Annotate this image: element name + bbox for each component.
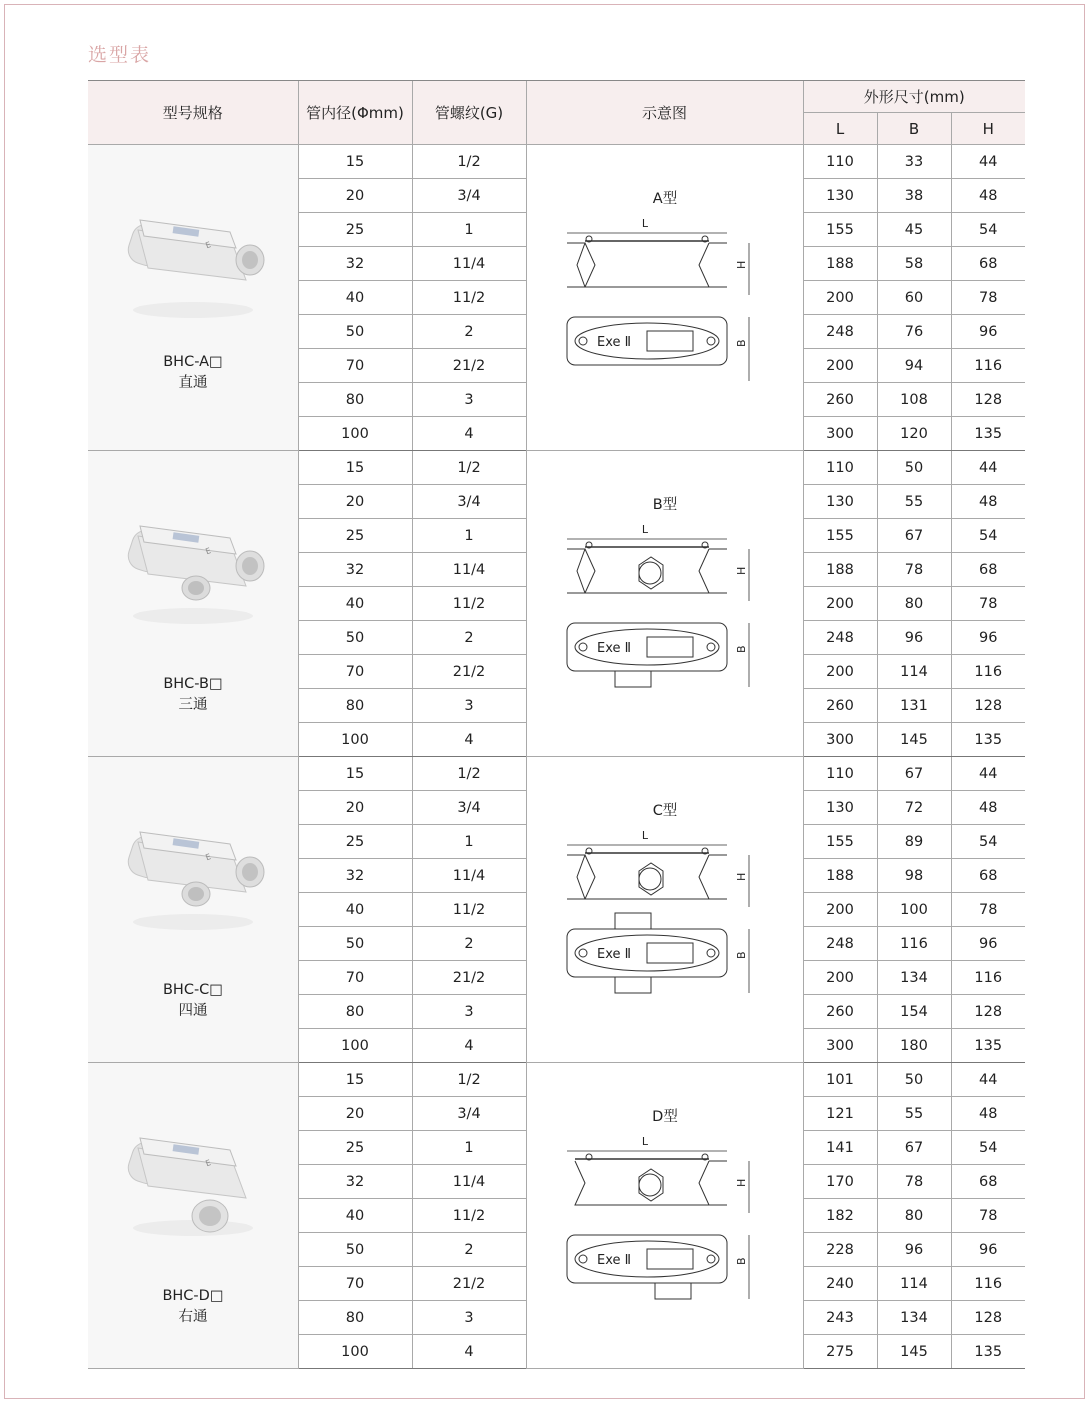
product-photo [118,190,268,330]
cell-B: 98 [877,859,951,893]
cell-B: 145 [877,723,951,757]
cell-L: 155 [803,519,877,553]
cell-inner-diameter: 80 [298,995,412,1029]
cell-H: 135 [951,417,1025,451]
dimension-diagram [557,777,777,1027]
svg-text:H: H [734,566,748,575]
cell-inner-diameter: 40 [298,281,412,315]
cell-L: 200 [803,349,877,383]
cell-inner-diameter: 32 [298,1165,412,1199]
cell-H: 48 [951,1097,1025,1131]
svg-text:L: L [641,217,648,230]
cell-B: 145 [877,1335,951,1369]
model-name: 三通 [178,697,208,713]
model-code: BHC-A□ [163,354,223,370]
cell-inner-diameter: 100 [298,1335,412,1369]
cell-inner-diameter: 20 [298,179,412,213]
cell-inner-diameter: 70 [298,1267,412,1301]
cell-thread: 3 [412,1301,526,1335]
cell-thread: 11/4 [412,247,526,281]
svg-text:E: E [204,852,213,863]
cell-thread: 2 [412,315,526,349]
cell-L: 200 [803,961,877,995]
cell-thread: 1 [412,519,526,553]
selection-table [88,80,1025,1369]
svg-text:E: E [204,240,213,251]
cell-thread: 1 [412,825,526,859]
cell-inner-diameter: 25 [298,213,412,247]
table-row [88,451,1025,485]
cell-L: 260 [803,689,877,723]
header-diagram: 示意图 [526,81,803,145]
header-B: B [877,113,951,145]
cell-thread: 2 [412,927,526,961]
product-photo [118,1108,268,1248]
cell-inner-diameter: 25 [298,825,412,859]
cell-inner-diameter: 25 [298,1131,412,1165]
table-body [88,145,1025,1369]
cell-H: 54 [951,213,1025,247]
cell-L: 141 [803,1131,877,1165]
cell-B: 72 [877,791,951,825]
cell-L: 188 [803,859,877,893]
dimension-diagram [557,1083,777,1333]
cell-H: 48 [951,179,1025,213]
cell-inner-diameter: 32 [298,553,412,587]
cell-inner-diameter: 32 [298,247,412,281]
cell-H: 96 [951,927,1025,961]
cell-L: 228 [803,1233,877,1267]
cell-thread: 3/4 [412,1097,526,1131]
svg-text:Exe Ⅱ: Exe Ⅱ [596,641,631,656]
cell-H: 128 [951,383,1025,417]
cell-thread: 3/4 [412,485,526,519]
cell-thread: 1/2 [412,757,526,791]
cell-H: 135 [951,1029,1025,1063]
cell-L: 200 [803,281,877,315]
header-H: H [951,113,1025,145]
diagram-cell [526,1063,803,1369]
diagram-title: B型 [652,497,678,513]
cell-H: 78 [951,893,1025,927]
cell-inner-diameter: 100 [298,1029,412,1063]
cell-inner-diameter: 32 [298,859,412,893]
cell-L: 130 [803,791,877,825]
cell-H: 116 [951,349,1025,383]
cell-L: 101 [803,1063,877,1097]
diagram-cell [526,145,803,451]
cell-H: 48 [951,485,1025,519]
cell-B: 96 [877,1233,951,1267]
cell-B: 108 [877,383,951,417]
header-dimensions: 外形尺寸(mm) [803,81,1025,113]
cell-inner-diameter: 100 [298,723,412,757]
cell-thread: 11/4 [412,553,526,587]
cell-B: 134 [877,961,951,995]
cell-inner-diameter: 50 [298,621,412,655]
model-code: BHC-C□ [162,982,224,998]
cell-B: 67 [877,757,951,791]
cell-thread: 21/2 [412,655,526,689]
cell-B: 89 [877,825,951,859]
cell-inner-diameter: 40 [298,587,412,621]
cell-thread: 21/2 [412,961,526,995]
cell-inner-diameter: 40 [298,1199,412,1233]
cell-inner-diameter: 15 [298,145,412,179]
cell-inner-diameter: 80 [298,383,412,417]
cell-thread: 1 [412,1131,526,1165]
cell-inner-diameter: 70 [298,961,412,995]
cell-thread: 4 [412,417,526,451]
cell-L: 275 [803,1335,877,1369]
cell-L: 121 [803,1097,877,1131]
cell-thread: 11/2 [412,1199,526,1233]
cell-inner-diameter: 15 [298,451,412,485]
cell-H: 78 [951,587,1025,621]
cell-H: 116 [951,1267,1025,1301]
svg-text:E: E [204,546,213,557]
table-row [88,1063,1025,1097]
diagram-title: A型 [652,191,678,207]
table-row [88,145,1025,179]
cell-inner-diameter: 20 [298,791,412,825]
cell-thread: 11/4 [412,859,526,893]
svg-text:H: H [734,872,748,881]
cell-B: 116 [877,927,951,961]
cell-thread: 11/2 [412,281,526,315]
cell-thread: 3 [412,383,526,417]
cell-B: 55 [877,485,951,519]
cell-inner-diameter: 50 [298,927,412,961]
cell-thread: 1/2 [412,145,526,179]
cell-L: 243 [803,1301,877,1335]
cell-thread: 2 [412,1233,526,1267]
header-thread: 管螺纹(G) [412,81,526,145]
cell-inner-diameter: 100 [298,417,412,451]
model-code: BHC-B□ [163,676,223,692]
svg-text:Exe Ⅱ: Exe Ⅱ [596,335,631,350]
cell-L: 110 [803,145,877,179]
cell-H: 116 [951,655,1025,689]
cell-B: 50 [877,451,951,485]
cell-L: 155 [803,825,877,859]
cell-H: 128 [951,689,1025,723]
cell-inner-diameter: 50 [298,1233,412,1267]
cell-inner-diameter: 25 [298,519,412,553]
cell-thread: 1 [412,213,526,247]
cell-inner-diameter: 20 [298,485,412,519]
product-cell [88,451,298,757]
cell-inner-diameter: 15 [298,1063,412,1097]
cell-B: 114 [877,655,951,689]
cell-inner-diameter: 15 [298,757,412,791]
cell-L: 182 [803,1199,877,1233]
cell-B: 45 [877,213,951,247]
cell-L: 110 [803,451,877,485]
cell-B: 78 [877,553,951,587]
cell-L: 170 [803,1165,877,1199]
product-cell [88,145,298,451]
model-code: BHC-D□ [162,1288,224,1304]
cell-L: 248 [803,927,877,961]
cell-B: 60 [877,281,951,315]
cell-thread: 4 [412,1335,526,1369]
cell-H: 68 [951,1165,1025,1199]
page-title: 选型表 [88,44,152,66]
header-model: 型号规格 [88,81,298,145]
cell-H: 78 [951,281,1025,315]
cell-inner-diameter: 80 [298,1301,412,1335]
model-name: 右通 [178,1309,208,1325]
cell-H: 68 [951,553,1025,587]
cell-thread: 1/2 [412,1063,526,1097]
dimension-diagram [557,165,777,415]
cell-thread: 3/4 [412,179,526,213]
svg-text:L: L [641,829,648,842]
cell-L: 130 [803,485,877,519]
svg-text:L: L [641,523,648,536]
cell-L: 200 [803,587,877,621]
cell-L: 300 [803,417,877,451]
cell-H: 44 [951,1063,1025,1097]
cell-inner-diameter: 20 [298,1097,412,1131]
svg-text:H: H [734,260,748,269]
header-L: L [803,113,877,145]
header-inner-diameter: 管内径(Φmm) [298,81,412,145]
cell-B: 76 [877,315,951,349]
cell-thread: 3 [412,995,526,1029]
dimension-diagram [557,471,777,721]
cell-inner-diameter: 80 [298,689,412,723]
cell-L: 300 [803,1029,877,1063]
cell-H: 54 [951,825,1025,859]
diagram-title: C型 [652,803,678,819]
cell-thread: 2 [412,621,526,655]
cell-H: 54 [951,519,1025,553]
cell-L: 110 [803,757,877,791]
cell-H: 128 [951,1301,1025,1335]
cell-H: 128 [951,995,1025,1029]
cell-B: 67 [877,519,951,553]
cell-L: 188 [803,247,877,281]
cell-B: 134 [877,1301,951,1335]
cell-B: 94 [877,349,951,383]
cell-L: 260 [803,995,877,1029]
cell-thread: 4 [412,723,526,757]
cell-L: 260 [803,383,877,417]
diagram-cell [526,451,803,757]
cell-H: 78 [951,1199,1025,1233]
cell-H: 54 [951,1131,1025,1165]
cell-B: 33 [877,145,951,179]
cell-L: 200 [803,655,877,689]
svg-text:B: B [734,645,748,653]
diagram-title: D型 [652,1109,678,1125]
cell-inner-diameter: 70 [298,655,412,689]
product-cell [88,1063,298,1369]
cell-B: 154 [877,995,951,1029]
cell-B: 50 [877,1063,951,1097]
cell-thread: 1/2 [412,451,526,485]
cell-H: 68 [951,859,1025,893]
cell-H: 116 [951,961,1025,995]
product-cell [88,757,298,1063]
cell-H: 135 [951,723,1025,757]
cell-L: 248 [803,621,877,655]
cell-L: 200 [803,893,877,927]
svg-text:H: H [734,1178,748,1187]
cell-B: 38 [877,179,951,213]
cell-thread: 21/2 [412,349,526,383]
cell-thread: 3/4 [412,791,526,825]
cell-thread: 3 [412,689,526,723]
cell-B: 67 [877,1131,951,1165]
cell-L: 248 [803,315,877,349]
cell-H: 68 [951,247,1025,281]
diagram-cell [526,757,803,1063]
cell-thread: 21/2 [412,1267,526,1301]
cell-L: 240 [803,1267,877,1301]
cell-H: 96 [951,621,1025,655]
table-row [88,757,1025,791]
cell-H: 44 [951,757,1025,791]
product-photo [118,802,268,942]
cell-B: 55 [877,1097,951,1131]
cell-L: 188 [803,553,877,587]
cell-thread: 11/4 [412,1165,526,1199]
cell-inner-diameter: 70 [298,349,412,383]
svg-text:E: E [204,1158,213,1169]
svg-text:B: B [734,1257,748,1265]
cell-B: 58 [877,247,951,281]
cell-H: 135 [951,1335,1025,1369]
product-photo [118,496,268,636]
svg-text:B: B [734,951,748,959]
cell-L: 155 [803,213,877,247]
cell-B: 100 [877,893,951,927]
cell-B: 131 [877,689,951,723]
svg-text:Exe Ⅱ: Exe Ⅱ [596,947,631,962]
cell-H: 48 [951,791,1025,825]
cell-B: 78 [877,1165,951,1199]
model-name: 直通 [178,375,208,391]
svg-text:Exe Ⅱ: Exe Ⅱ [596,1253,631,1268]
cell-L: 300 [803,723,877,757]
cell-inner-diameter: 50 [298,315,412,349]
cell-inner-diameter: 40 [298,893,412,927]
cell-B: 120 [877,417,951,451]
cell-L: 130 [803,179,877,213]
cell-H: 96 [951,1233,1025,1267]
cell-B: 96 [877,621,951,655]
cell-thread: 11/2 [412,587,526,621]
cell-thread: 11/2 [412,893,526,927]
cell-H: 96 [951,315,1025,349]
svg-text:L: L [641,1135,648,1148]
cell-thread: 4 [412,1029,526,1063]
cell-H: 44 [951,145,1025,179]
cell-B: 114 [877,1267,951,1301]
cell-B: 80 [877,587,951,621]
cell-B: 180 [877,1029,951,1063]
cell-B: 80 [877,1199,951,1233]
cell-H: 44 [951,451,1025,485]
model-name: 四通 [178,1003,208,1019]
svg-text:B: B [734,339,748,347]
